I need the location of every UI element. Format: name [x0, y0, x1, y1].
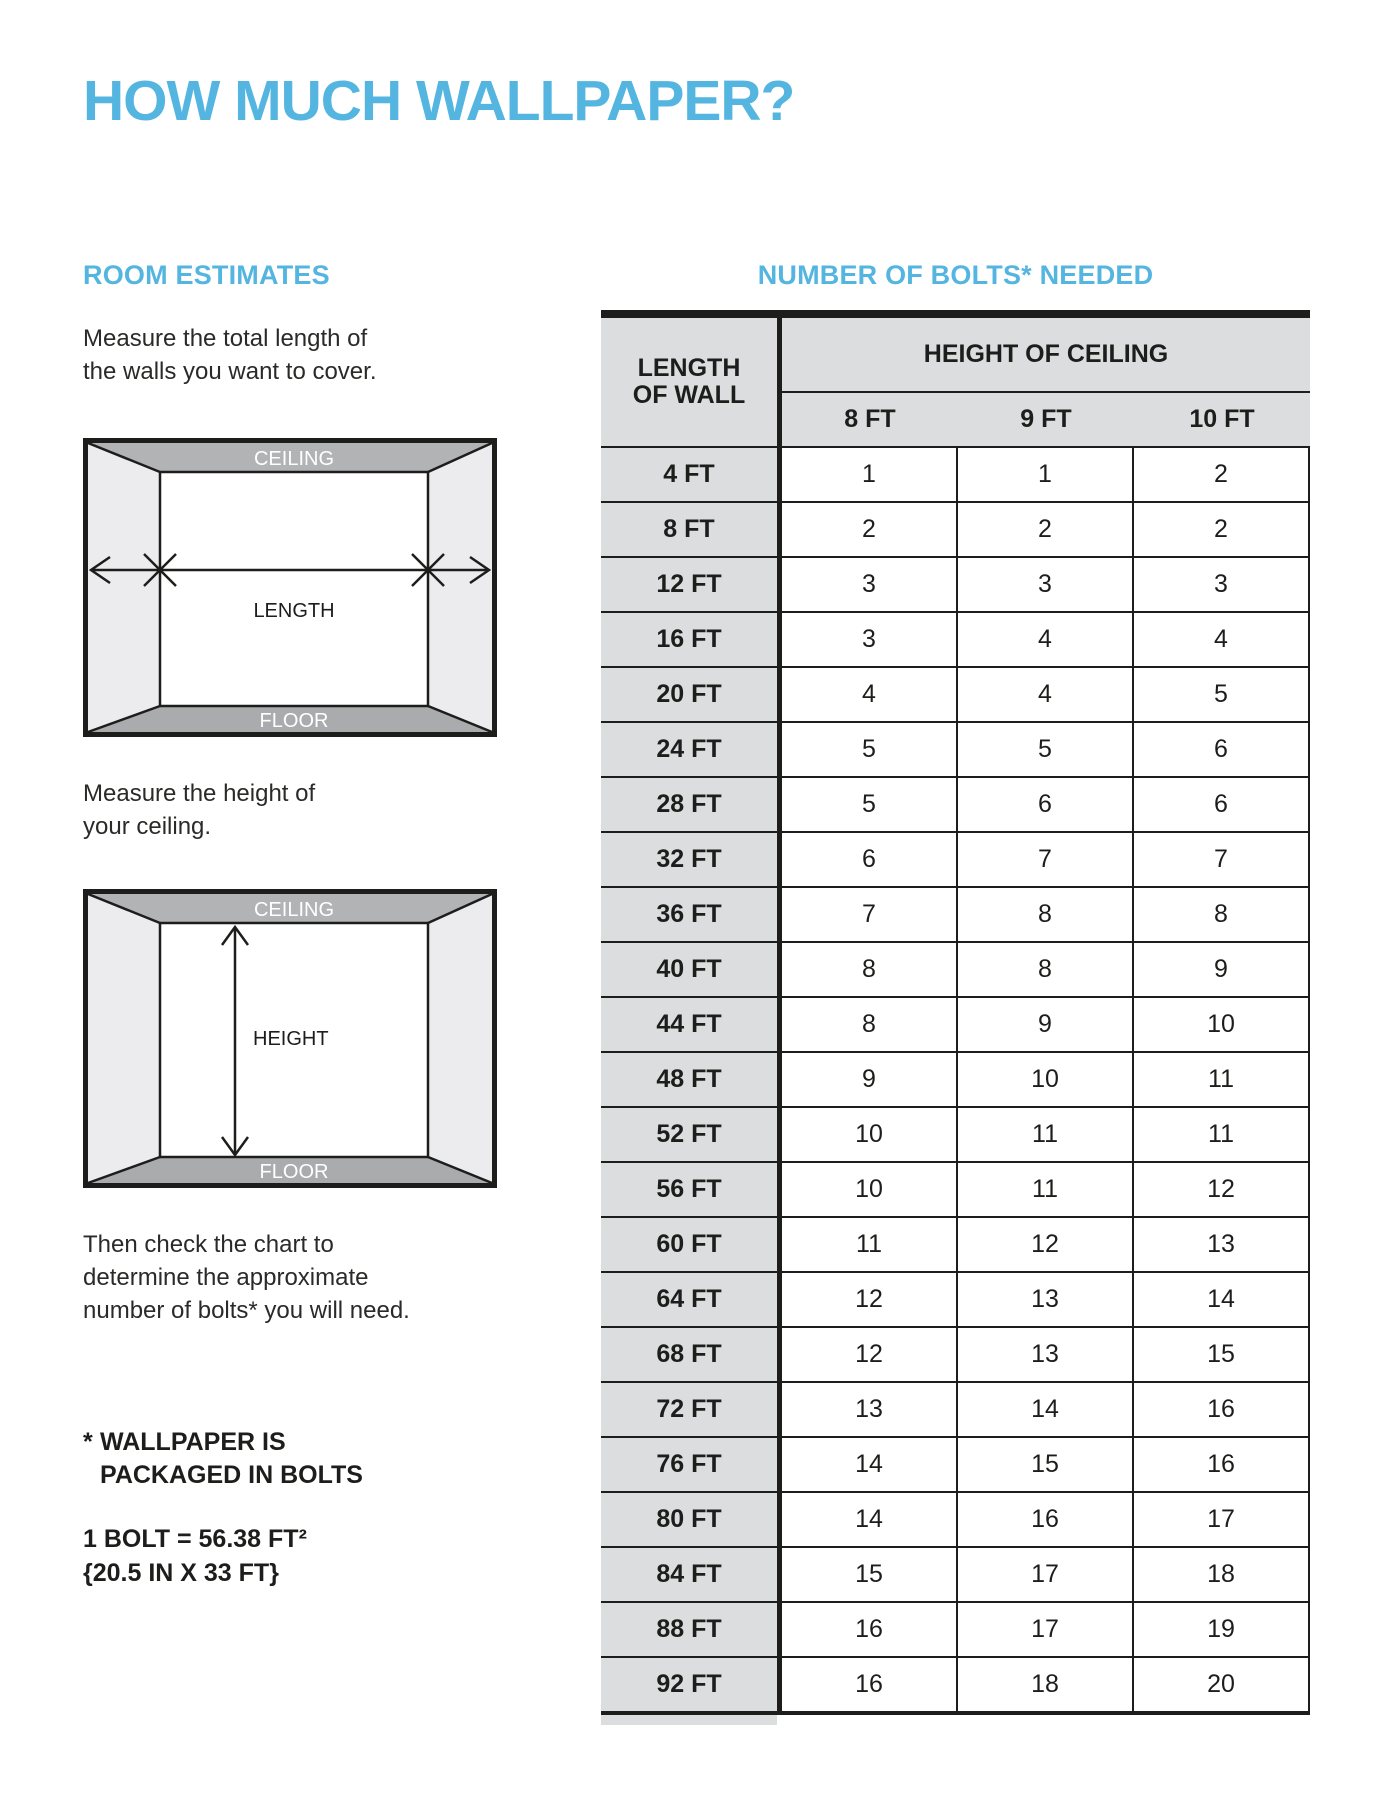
table-row: [601, 1438, 1310, 1493]
instruction-line: the walls you want to cover.: [83, 358, 377, 385]
row-length-label: 40 FT: [601, 943, 782, 996]
header-line: OF WALL: [632, 381, 746, 409]
bolt-count-cell: 3: [1134, 558, 1310, 611]
bolt-count-cell: 11: [1134, 1108, 1310, 1161]
row-length-label: 4 FT: [601, 448, 782, 501]
bolt-count-cell: 14: [1134, 1273, 1310, 1326]
bolt-count-cell: 13: [1134, 1218, 1310, 1271]
table-top-bar: [601, 310, 1310, 318]
bolt-count-cell: 17: [1134, 1493, 1310, 1546]
bolt-count-cell: 10: [958, 1053, 1134, 1106]
bolt-size-line: 1 BOLT = 56.38 FT²: [83, 1525, 307, 1553]
table-row: [601, 558, 1310, 613]
bolt-count-cell: 5: [958, 723, 1134, 776]
bolt-count-cell: 6: [782, 833, 958, 886]
table-row: [601, 723, 1310, 778]
ceiling-label: CEILING: [253, 448, 335, 470]
bolt-count-cell: 16: [1134, 1383, 1310, 1436]
bolt-count-cell: 10: [782, 1108, 958, 1161]
bolt-count-cell: 4: [1134, 613, 1310, 666]
bolts-footnote: [83, 1426, 363, 1492]
bolt-count-cell: 17: [958, 1548, 1134, 1601]
instruction-line: Measure the height of: [83, 780, 316, 807]
table-row: [601, 1273, 1310, 1328]
bolt-count-cell: 7: [782, 888, 958, 941]
row-length-label: 48 FT: [601, 1053, 782, 1106]
bolt-count-cell: 2: [1134, 448, 1310, 501]
row-length-label: 12 FT: [601, 558, 782, 611]
table-row: [601, 1218, 1310, 1273]
bolt-count-cell: 5: [1134, 668, 1310, 721]
bolt-count-cell: 2: [1134, 503, 1310, 556]
instruction-line: your ceiling.: [83, 813, 212, 840]
bolt-count-cell: 15: [1134, 1328, 1310, 1381]
table-row: [601, 1603, 1310, 1658]
bolt-count-cell: 18: [958, 1658, 1134, 1711]
bolt-count-cell: 13: [958, 1328, 1134, 1381]
instruction-line: Then check the chart to: [83, 1231, 334, 1258]
row-length-label: 28 FT: [601, 778, 782, 831]
column-header-9ft: 9 FT: [1020, 405, 1072, 433]
bolt-count-cell: 6: [1134, 778, 1310, 831]
room-length-diagram: [83, 438, 497, 737]
table-row: [601, 1658, 1310, 1715]
bolt-count-cell: 17: [958, 1603, 1134, 1656]
table-row: [601, 833, 1310, 888]
right-wall-plane: [428, 894, 492, 1183]
instruction-line: Measure the total length of: [83, 325, 368, 352]
table-row: [601, 613, 1310, 668]
table-header: [601, 318, 1310, 448]
table-row: [601, 888, 1310, 943]
bolt-count-cell: 16: [782, 1603, 958, 1656]
bolt-count-cell: 14: [782, 1438, 958, 1491]
bolt-size-note: [83, 1522, 307, 1590]
row-length-label: 24 FT: [601, 723, 782, 776]
left-wall-plane: [88, 443, 160, 732]
column-header-8ft: 8 FT: [844, 405, 896, 433]
bolt-count-cell: 3: [958, 558, 1134, 611]
length-of-wall-header: [601, 318, 782, 448]
table-row: [601, 503, 1310, 558]
page-title: HOW MUCH WALLPAPER?: [83, 69, 795, 133]
bolt-count-cell: 14: [782, 1493, 958, 1546]
instruction-line: number of bolts* you will need.: [83, 1297, 410, 1324]
back-wall: [160, 472, 428, 706]
bolt-count-cell: 4: [782, 668, 958, 721]
bolt-count-cell: 10: [1134, 998, 1310, 1051]
floor-label: FLOOR: [259, 710, 329, 732]
bolt-count-cell: 4: [958, 668, 1134, 721]
bolts-table: [601, 310, 1310, 1725]
bolt-count-cell: 15: [958, 1438, 1134, 1491]
bolt-count-cell: 13: [958, 1273, 1134, 1326]
bolt-count-cell: 3: [782, 558, 958, 611]
bolt-count-cell: 16: [782, 1658, 958, 1711]
height-of-ceiling-header: HEIGHT OF CEILING: [782, 318, 1310, 393]
bolt-count-cell: 15: [782, 1548, 958, 1601]
row-length-label: 32 FT: [601, 833, 782, 886]
row-length-label: 20 FT: [601, 668, 782, 721]
bolt-count-cell: 9: [1134, 943, 1310, 996]
bolt-count-cell: 1: [782, 448, 958, 501]
bolts-table-rows: [601, 448, 1310, 1715]
bolt-count-cell: 5: [782, 723, 958, 776]
footnote-text: [100, 1426, 363, 1492]
row-length-label: 8 FT: [601, 503, 782, 556]
table-row: [601, 1548, 1310, 1603]
bolt-count-cell: 8: [1134, 888, 1310, 941]
bolt-count-cell: 11: [958, 1163, 1134, 1216]
floor-label: FLOOR: [259, 1161, 329, 1183]
table-row: [601, 1108, 1310, 1163]
bolt-count-cell: 10: [782, 1163, 958, 1216]
row-length-label: 68 FT: [601, 1328, 782, 1381]
bolt-count-cell: 5: [782, 778, 958, 831]
row-length-label: 88 FT: [601, 1603, 782, 1656]
bolt-count-cell: 3: [782, 613, 958, 666]
bolt-size-line: {20.5 IN X 33 FT}: [83, 1559, 279, 1587]
bolt-count-cell: 2: [958, 503, 1134, 556]
right-wall-plane: [428, 443, 492, 732]
table-row: [601, 668, 1310, 723]
table-row: [601, 1328, 1310, 1383]
bolt-count-cell: 14: [958, 1383, 1134, 1436]
ceiling-height-header-group: [782, 318, 1310, 448]
row-length-label: 60 FT: [601, 1218, 782, 1271]
bolt-count-cell: 8: [958, 888, 1134, 941]
bolt-count-cell: 12: [1134, 1163, 1310, 1216]
table-footer-gray-strip: [601, 1715, 777, 1725]
bolt-count-cell: 6: [1134, 723, 1310, 776]
room-estimates-heading: ROOM ESTIMATES: [83, 260, 330, 290]
instruction-line: determine the approximate: [83, 1264, 369, 1291]
footnote-line: WALLPAPER IS: [100, 1428, 286, 1456]
row-length-label: 72 FT: [601, 1383, 782, 1436]
bolt-count-cell: 7: [958, 833, 1134, 886]
table-row: [601, 943, 1310, 998]
bolt-count-cell: 19: [1134, 1603, 1310, 1656]
bolt-count-cell: 8: [782, 998, 958, 1051]
row-length-label: 36 FT: [601, 888, 782, 941]
bolt-count-cell: 6: [958, 778, 1134, 831]
table-row: [601, 1053, 1310, 1108]
bolt-count-cell: 18: [1134, 1548, 1310, 1601]
table-row: [601, 1163, 1310, 1218]
room-height-diagram: [83, 889, 497, 1188]
table-row: [601, 998, 1310, 1053]
footnote-asterisk: *: [83, 1428, 93, 1456]
bolt-count-cell: 9: [958, 998, 1134, 1051]
row-length-label: 44 FT: [601, 998, 782, 1051]
bolt-count-cell: 16: [1134, 1438, 1310, 1491]
instruction-check-chart: [83, 1228, 523, 1327]
column-header-10ft: 10 FT: [1189, 405, 1255, 433]
table-row: [601, 448, 1310, 503]
bolt-count-cell: 20: [1134, 1658, 1310, 1711]
bolt-count-cell: 11: [958, 1108, 1134, 1161]
row-length-label: 56 FT: [601, 1163, 782, 1216]
bolt-count-cell: 4: [958, 613, 1134, 666]
row-length-label: 80 FT: [601, 1493, 782, 1546]
footnote-line: PACKAGED IN BOLTS: [100, 1461, 363, 1489]
bolt-count-cell: 2: [782, 503, 958, 556]
bolt-count-cell: 12: [782, 1273, 958, 1326]
table-row: [601, 1383, 1310, 1438]
bolt-count-cell: 12: [782, 1328, 958, 1381]
row-length-label: 92 FT: [601, 1658, 782, 1711]
bolt-count-cell: 16: [958, 1493, 1134, 1546]
table-row: [601, 1493, 1310, 1548]
bolt-count-cell: 8: [958, 943, 1134, 996]
bolt-count-cell: 9: [782, 1053, 958, 1106]
row-length-label: 16 FT: [601, 613, 782, 666]
length-label: LENGTH: [253, 600, 335, 622]
bolt-count-cell: 12: [958, 1218, 1134, 1271]
table-row: [601, 778, 1310, 833]
bolt-count-cell: 11: [1134, 1053, 1310, 1106]
bolts-table-heading: NUMBER OF BOLTS* NEEDED: [757, 260, 1154, 290]
header-line: LENGTH: [637, 354, 741, 382]
instruction-measure-length: [83, 322, 523, 388]
left-wall-plane: [88, 894, 160, 1183]
row-length-label: 84 FT: [601, 1548, 782, 1601]
row-length-label: 52 FT: [601, 1108, 782, 1161]
height-label: HEIGHT: [253, 1028, 329, 1050]
instruction-measure-height: [83, 777, 523, 843]
bolt-count-cell: 13: [782, 1383, 958, 1436]
row-length-label: 64 FT: [601, 1273, 782, 1326]
bolt-count-cell: 1: [958, 448, 1134, 501]
bolt-count-cell: 8: [782, 943, 958, 996]
ceiling-height-columns: [782, 393, 1310, 448]
bolt-count-cell: 7: [1134, 833, 1310, 886]
row-length-label: 76 FT: [601, 1438, 782, 1491]
ceiling-label: CEILING: [253, 899, 335, 921]
bolt-count-cell: 11: [782, 1218, 958, 1271]
